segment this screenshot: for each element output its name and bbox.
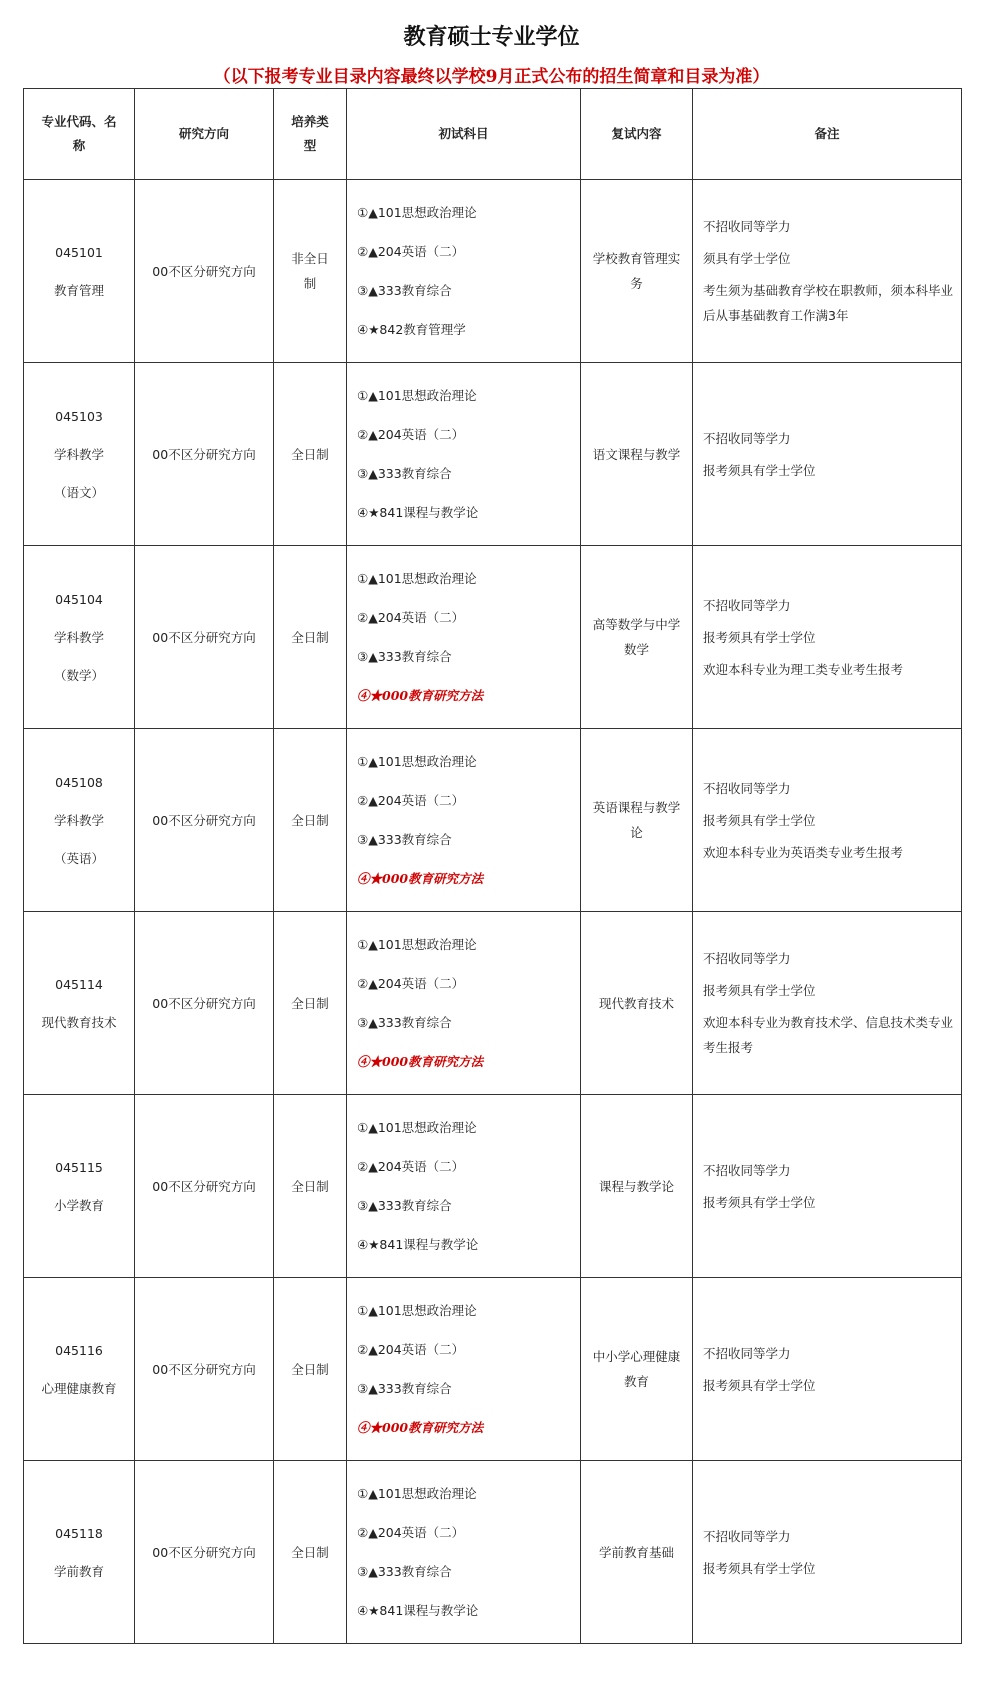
study-type-label: 全日制	[291, 1544, 329, 1560]
exam-subject-list	[347, 925, 580, 1081]
major-code: 045114	[55, 976, 103, 992]
study-type	[274, 180, 347, 363]
study-type	[274, 729, 347, 912]
remark-item: 不招收同等学力	[703, 951, 791, 966]
retest-label: 课程与教学论	[598, 1178, 674, 1194]
remark-list	[693, 1341, 961, 1398]
remark-item: 不招收同等学力	[703, 1345, 791, 1361]
study-type-label: 全日制	[291, 812, 329, 828]
exam-subject-item: ③▲333教育综合	[357, 466, 452, 481]
exam-subject-item: ②▲204英语（二）	[357, 976, 465, 991]
exam-subject-item: ②▲204英语（二）	[357, 793, 465, 808]
remark-item: 欢迎本科专业为教育技术学、信息技术类专业考生报考	[703, 1015, 954, 1055]
remark-item: 报考须具有学士学位	[703, 1377, 816, 1393]
exam-subjects	[347, 1095, 581, 1278]
exam-subject-list	[347, 742, 580, 898]
major-name: 学前教育	[53, 1563, 104, 1579]
table-row	[24, 546, 962, 729]
retest-content	[581, 1095, 693, 1278]
remarks	[693, 1461, 962, 1644]
exam-subjects	[347, 363, 581, 546]
retest-label: 现代教育技术	[598, 995, 674, 1011]
remark-list	[693, 946, 961, 1060]
exam-subject-item: ②▲204英语（二）	[357, 1342, 465, 1357]
research-direction: 00不区分研究方向	[135, 912, 274, 1095]
retest-label: 学校教育管理实务	[592, 251, 681, 291]
study-type	[274, 546, 347, 729]
retest-label: 中小学心理健康教育	[592, 1349, 681, 1389]
major-code: 045103	[55, 408, 103, 424]
remarks	[693, 546, 962, 729]
table-header-row	[24, 89, 962, 180]
exam-subject-item: ①▲101思想政治理论	[357, 754, 477, 769]
exam-subjects	[347, 1278, 581, 1461]
study-type-label: 非全日制	[291, 251, 329, 291]
retest-content	[581, 729, 693, 912]
retest-content	[581, 180, 693, 363]
major-cell	[24, 1095, 135, 1278]
exam-subject-item: ②▲204英语（二）	[357, 244, 465, 259]
exam-subject-item: ②▲204英语（二）	[357, 1159, 465, 1174]
remark-list	[693, 426, 961, 483]
major-code: 045116	[55, 1342, 103, 1358]
exam-subject-item: ④★842教育管理学	[357, 322, 466, 337]
table-row	[24, 363, 962, 546]
research-direction: 00不区分研究方向	[135, 180, 274, 363]
retest-label: 英语课程与教学论	[592, 800, 681, 840]
exam-subject-item: ①▲101思想政治理论	[357, 1120, 477, 1135]
remark-item: 考生须为基础教育学校在职教师，须本科毕业后从事基础教育工作满3年	[703, 283, 954, 323]
exam-subject-list	[347, 1474, 580, 1630]
table-row	[24, 1095, 962, 1278]
exam-subject-item: ①▲101思想政治理论	[357, 205, 477, 220]
remark-item: 报考须具有学士学位	[703, 629, 816, 645]
major-name: 心理健康教育	[41, 1380, 117, 1396]
table-body	[24, 180, 962, 1644]
exam-subject-list	[347, 1108, 580, 1264]
retest-content	[581, 1461, 693, 1644]
exam-subject-item: ③▲333教育综合	[357, 283, 452, 298]
retest-content	[581, 1278, 693, 1461]
table-row	[24, 1278, 962, 1461]
retest-label: 学前教育基础	[598, 1544, 674, 1560]
exam-subjects	[347, 729, 581, 912]
major-cell	[24, 1278, 135, 1461]
remark-list	[693, 593, 961, 682]
exam-subject-item: ①▲101思想政治理论	[357, 937, 477, 952]
exam-subject-item: ①▲101思想政治理论	[357, 1303, 477, 1318]
remark-item: 报考须具有学士学位	[703, 1194, 816, 1210]
remark-item: 不招收同等学力	[703, 219, 791, 234]
major-name: 小学教育	[53, 1197, 104, 1213]
header-subjects: 初试科目	[347, 89, 581, 180]
major-code: 045118	[55, 1525, 103, 1541]
research-direction: 00不区分研究方向	[135, 1278, 274, 1461]
exam-subject-item: ④★000教育研究方法	[357, 1420, 484, 1435]
exam-subject-item: ①▲101思想政治理论	[357, 571, 477, 586]
header-direction: 研究方向	[135, 89, 274, 180]
exam-subjects	[347, 912, 581, 1095]
exam-subject-item: ④★000教育研究方法	[357, 871, 484, 886]
major-code: 045104	[55, 591, 103, 607]
exam-subject-item: ③▲333教育综合	[357, 832, 452, 847]
exam-subject-item: ④★000教育研究方法	[357, 688, 484, 703]
remarks	[693, 729, 962, 912]
study-type	[274, 363, 347, 546]
research-direction: 00不区分研究方向	[135, 363, 274, 546]
exam-subjects	[347, 1461, 581, 1644]
header-retest: 复试内容	[581, 89, 693, 180]
study-type-label: 全日制	[291, 995, 329, 1011]
remark-item: 不招收同等学力	[703, 597, 791, 613]
exam-subject-item: ②▲204英语（二）	[357, 610, 465, 625]
table-row	[24, 912, 962, 1095]
study-type-label: 全日制	[291, 446, 329, 462]
major-name: （英语）	[53, 850, 104, 866]
study-type	[274, 1461, 347, 1644]
research-direction: 00不区分研究方向	[135, 546, 274, 729]
study-type-label: 全日制	[291, 1178, 329, 1194]
remark-item: 不招收同等学力	[703, 430, 791, 446]
study-type	[274, 912, 347, 1095]
remark-item: 报考须具有学士学位	[703, 1560, 816, 1576]
exam-subject-item: ③▲333教育综合	[357, 1015, 452, 1030]
exam-subjects	[347, 546, 581, 729]
research-direction: 00不区分研究方向	[135, 1095, 274, 1278]
exam-subject-item: ④★841课程与教学论	[357, 1237, 479, 1252]
remarks	[693, 1278, 962, 1461]
major-code: 045108	[55, 774, 103, 790]
research-direction: 00不区分研究方向	[135, 1461, 274, 1644]
header-type: 培养类型	[274, 89, 347, 180]
table-row	[24, 1461, 962, 1644]
major-name: 现代教育技术	[41, 1014, 117, 1030]
exam-subject-list	[347, 559, 580, 715]
remarks	[693, 912, 962, 1095]
remark-item: 不招收同等学力	[703, 780, 791, 796]
page-subtitle: （以下报考专业目录内容最终以学校9月正式公布的招生简章和目录为准）	[213, 67, 770, 87]
remark-item: 报考须具有学士学位	[703, 462, 816, 478]
major-name: （语文）	[53, 484, 104, 500]
exam-subject-item: ①▲101思想政治理论	[357, 1486, 477, 1501]
exam-subject-item: ④★000教育研究方法	[357, 1054, 484, 1069]
remarks	[693, 1095, 962, 1278]
major-name: （数学）	[53, 667, 104, 683]
remark-item: 报考须具有学士学位	[703, 983, 816, 998]
remark-list	[693, 776, 961, 865]
remark-list	[693, 214, 961, 328]
header-code: 专业代码、名称	[24, 89, 135, 180]
major-name: 教育管理	[53, 282, 104, 298]
major-code: 045101	[55, 244, 103, 260]
major-cell	[24, 546, 135, 729]
remark-item: 欢迎本科专业为英语类专业考生报考	[703, 844, 904, 860]
remark-item: 不招收同等学力	[703, 1528, 791, 1544]
major-cell	[24, 1461, 135, 1644]
major-cell	[24, 180, 135, 363]
exam-subject-item: ②▲204英语（二）	[357, 427, 465, 442]
remark-item: 须具有学士学位	[703, 251, 791, 266]
remark-list	[693, 1158, 961, 1215]
exam-subject-item: ③▲333教育综合	[357, 1198, 452, 1213]
page-title: 教育硕士专业学位	[403, 25, 580, 50]
remark-item: 不招收同等学力	[703, 1162, 791, 1178]
exam-subject-list	[347, 1291, 580, 1447]
header-notes: 备注	[693, 89, 962, 180]
study-type-label: 全日制	[291, 629, 329, 645]
remarks	[693, 180, 962, 363]
exam-subject-item: ④★841课程与教学论	[357, 1603, 479, 1618]
remark-item: 欢迎本科专业为理工类专业考生报考	[703, 661, 904, 677]
remarks	[693, 363, 962, 546]
exam-subject-list	[347, 376, 580, 532]
table-row	[24, 180, 962, 363]
exam-subjects	[347, 180, 581, 363]
table-row	[24, 729, 962, 912]
major-name: 学科教学	[53, 446, 104, 462]
study-type-label: 全日制	[291, 1361, 329, 1377]
exam-subject-item: ②▲204英语（二）	[357, 1525, 465, 1540]
retest-content	[581, 363, 693, 546]
research-direction: 00不区分研究方向	[135, 729, 274, 912]
major-code: 045115	[55, 1159, 103, 1175]
major-cell	[24, 912, 135, 1095]
retest-label: 语文课程与教学	[592, 446, 681, 462]
retest-content	[581, 912, 693, 1095]
study-type	[274, 1278, 347, 1461]
exam-subject-item: ①▲101思想政治理论	[357, 388, 477, 403]
exam-subject-item: ④★841课程与教学论	[357, 505, 479, 520]
exam-subject-item: ③▲333教育综合	[357, 649, 452, 664]
remark-item: 报考须具有学士学位	[703, 812, 816, 828]
exam-subject-list	[347, 193, 580, 349]
retest-label: 高等数学与中学数学	[592, 617, 681, 657]
major-cell	[24, 729, 135, 912]
program-catalog-table	[23, 88, 962, 1644]
study-type	[274, 1095, 347, 1278]
exam-subject-item: ③▲333教育综合	[357, 1381, 452, 1396]
retest-content	[581, 546, 693, 729]
exam-subject-item: ③▲333教育综合	[357, 1564, 452, 1579]
major-cell	[24, 363, 135, 546]
remark-list	[693, 1524, 961, 1581]
major-name: 学科教学	[53, 812, 104, 828]
major-name: 学科教学	[53, 629, 104, 645]
